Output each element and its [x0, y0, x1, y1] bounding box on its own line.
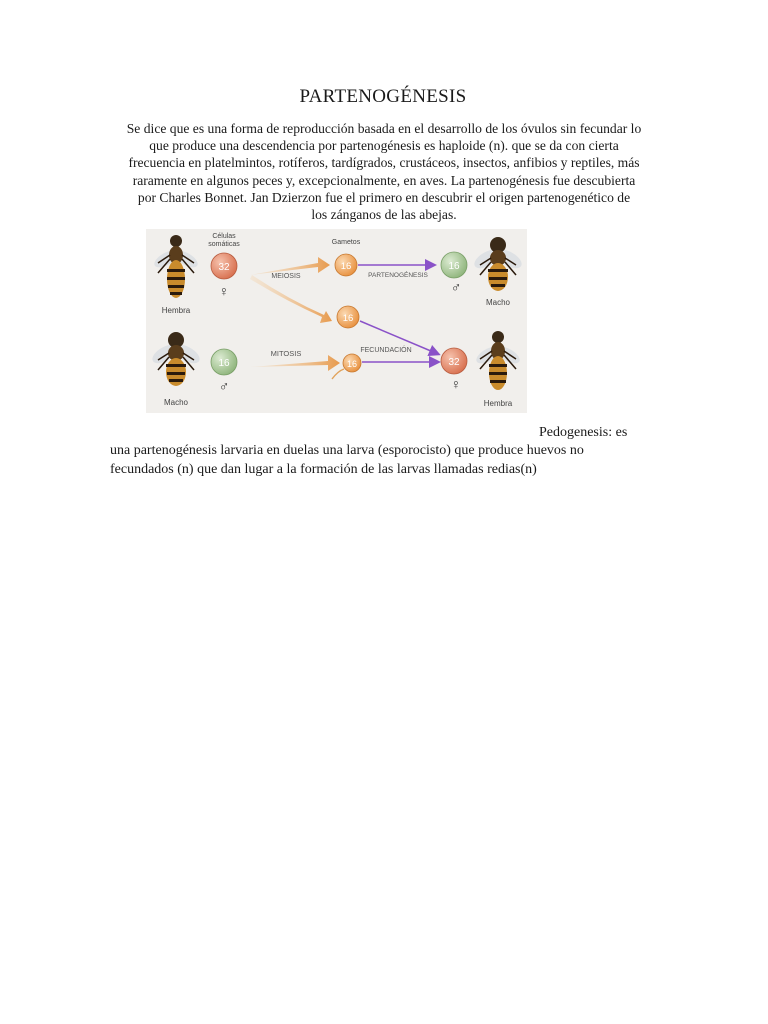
svg-text:16: 16 — [340, 261, 352, 272]
cell-gamete-mid — [337, 306, 359, 328]
label-partenogenesis: PARTENOGÉNESIS — [368, 272, 428, 279]
cell-zygote — [441, 348, 467, 374]
pedogenesis-line: fecundados (n) que dan lugar a la formación de las larvas llamadas redias(n) — [110, 462, 537, 477]
svg-text:32: 32 — [218, 262, 230, 273]
label-celulas: Células — [212, 233, 236, 240]
cell-female — [211, 253, 237, 279]
male-symbol-left: ♂ — [218, 380, 230, 395]
bee-male-left-icon — [149, 332, 202, 386]
female-symbol: ♀ — [218, 285, 230, 300]
label-gametos: Gametos — [331, 239, 361, 246]
intro-line: los zánganos de las abejas. — [311, 207, 457, 223]
intro-line: por Charles Bonnet. Jan Dzierzon fue el primero en descubrir el origen partenogenético de — [137, 189, 631, 205]
bee-male-right-icon — [471, 237, 524, 291]
cell-male — [211, 349, 237, 375]
label-hembra-left: Hembra — [161, 306, 191, 315]
label-somaticas: somáticas — [208, 241, 240, 248]
label-hembra-right: Hembra — [483, 399, 513, 408]
svg-text:32: 32 — [448, 357, 460, 368]
document-title: PARTENOGÉNESIS — [299, 86, 467, 107]
bee-female-right-icon — [474, 331, 523, 390]
label-macho-left: Macho — [163, 398, 189, 407]
label-meiosis: MEIOSIS — [271, 273, 301, 280]
diagram-svg — [146, 229, 527, 413]
intro-line: que produce una descendencia por partenogénesis es haploide (n). que se da con cierta — [149, 138, 619, 154]
svg-text:16: 16 — [346, 359, 358, 369]
svg-text:16: 16 — [342, 313, 354, 324]
parthenogenesis-diagram — [146, 229, 527, 413]
cell-sperm — [332, 354, 361, 379]
pedogenesis-line: una partenogénesis larvaria en duelas una larva (esporocisto) que produce huevos no — [110, 443, 584, 458]
intro-paragraph — [108, 120, 660, 223]
label-mitosis: MITOSIS — [270, 349, 302, 358]
female-symbol-right: ♀ — [450, 378, 462, 393]
label-macho-right: Macho — [485, 298, 511, 307]
pedogenesis-line: Pedogenesis: es — [539, 425, 628, 440]
cell-gamete-top — [335, 254, 357, 276]
cell-male-right — [441, 252, 467, 278]
male-symbol-right: ♂ — [450, 281, 462, 296]
intro-line: Se dice que es una forma de reproducción basada en el desarrollo de los óvulos sin fecundar lo — [126, 121, 642, 136]
intro-line: raramente en algunos peces y, excepcionalmente, en aves. La partenogénesis fue descubierta — [132, 172, 636, 188]
bee-female-left-icon — [152, 235, 201, 298]
label-fecundacion: FECUNDACIÓN — [360, 347, 412, 354]
meiosis-arrow-mid — [250, 275, 332, 323]
svg-text:16: 16 — [448, 261, 460, 272]
svg-text:16: 16 — [218, 358, 230, 369]
intro-line: frecuencia en platelmintos, rotíferos, tardígrados, crustáceos, insectos, anfibios y reptiles, más — [128, 155, 640, 171]
